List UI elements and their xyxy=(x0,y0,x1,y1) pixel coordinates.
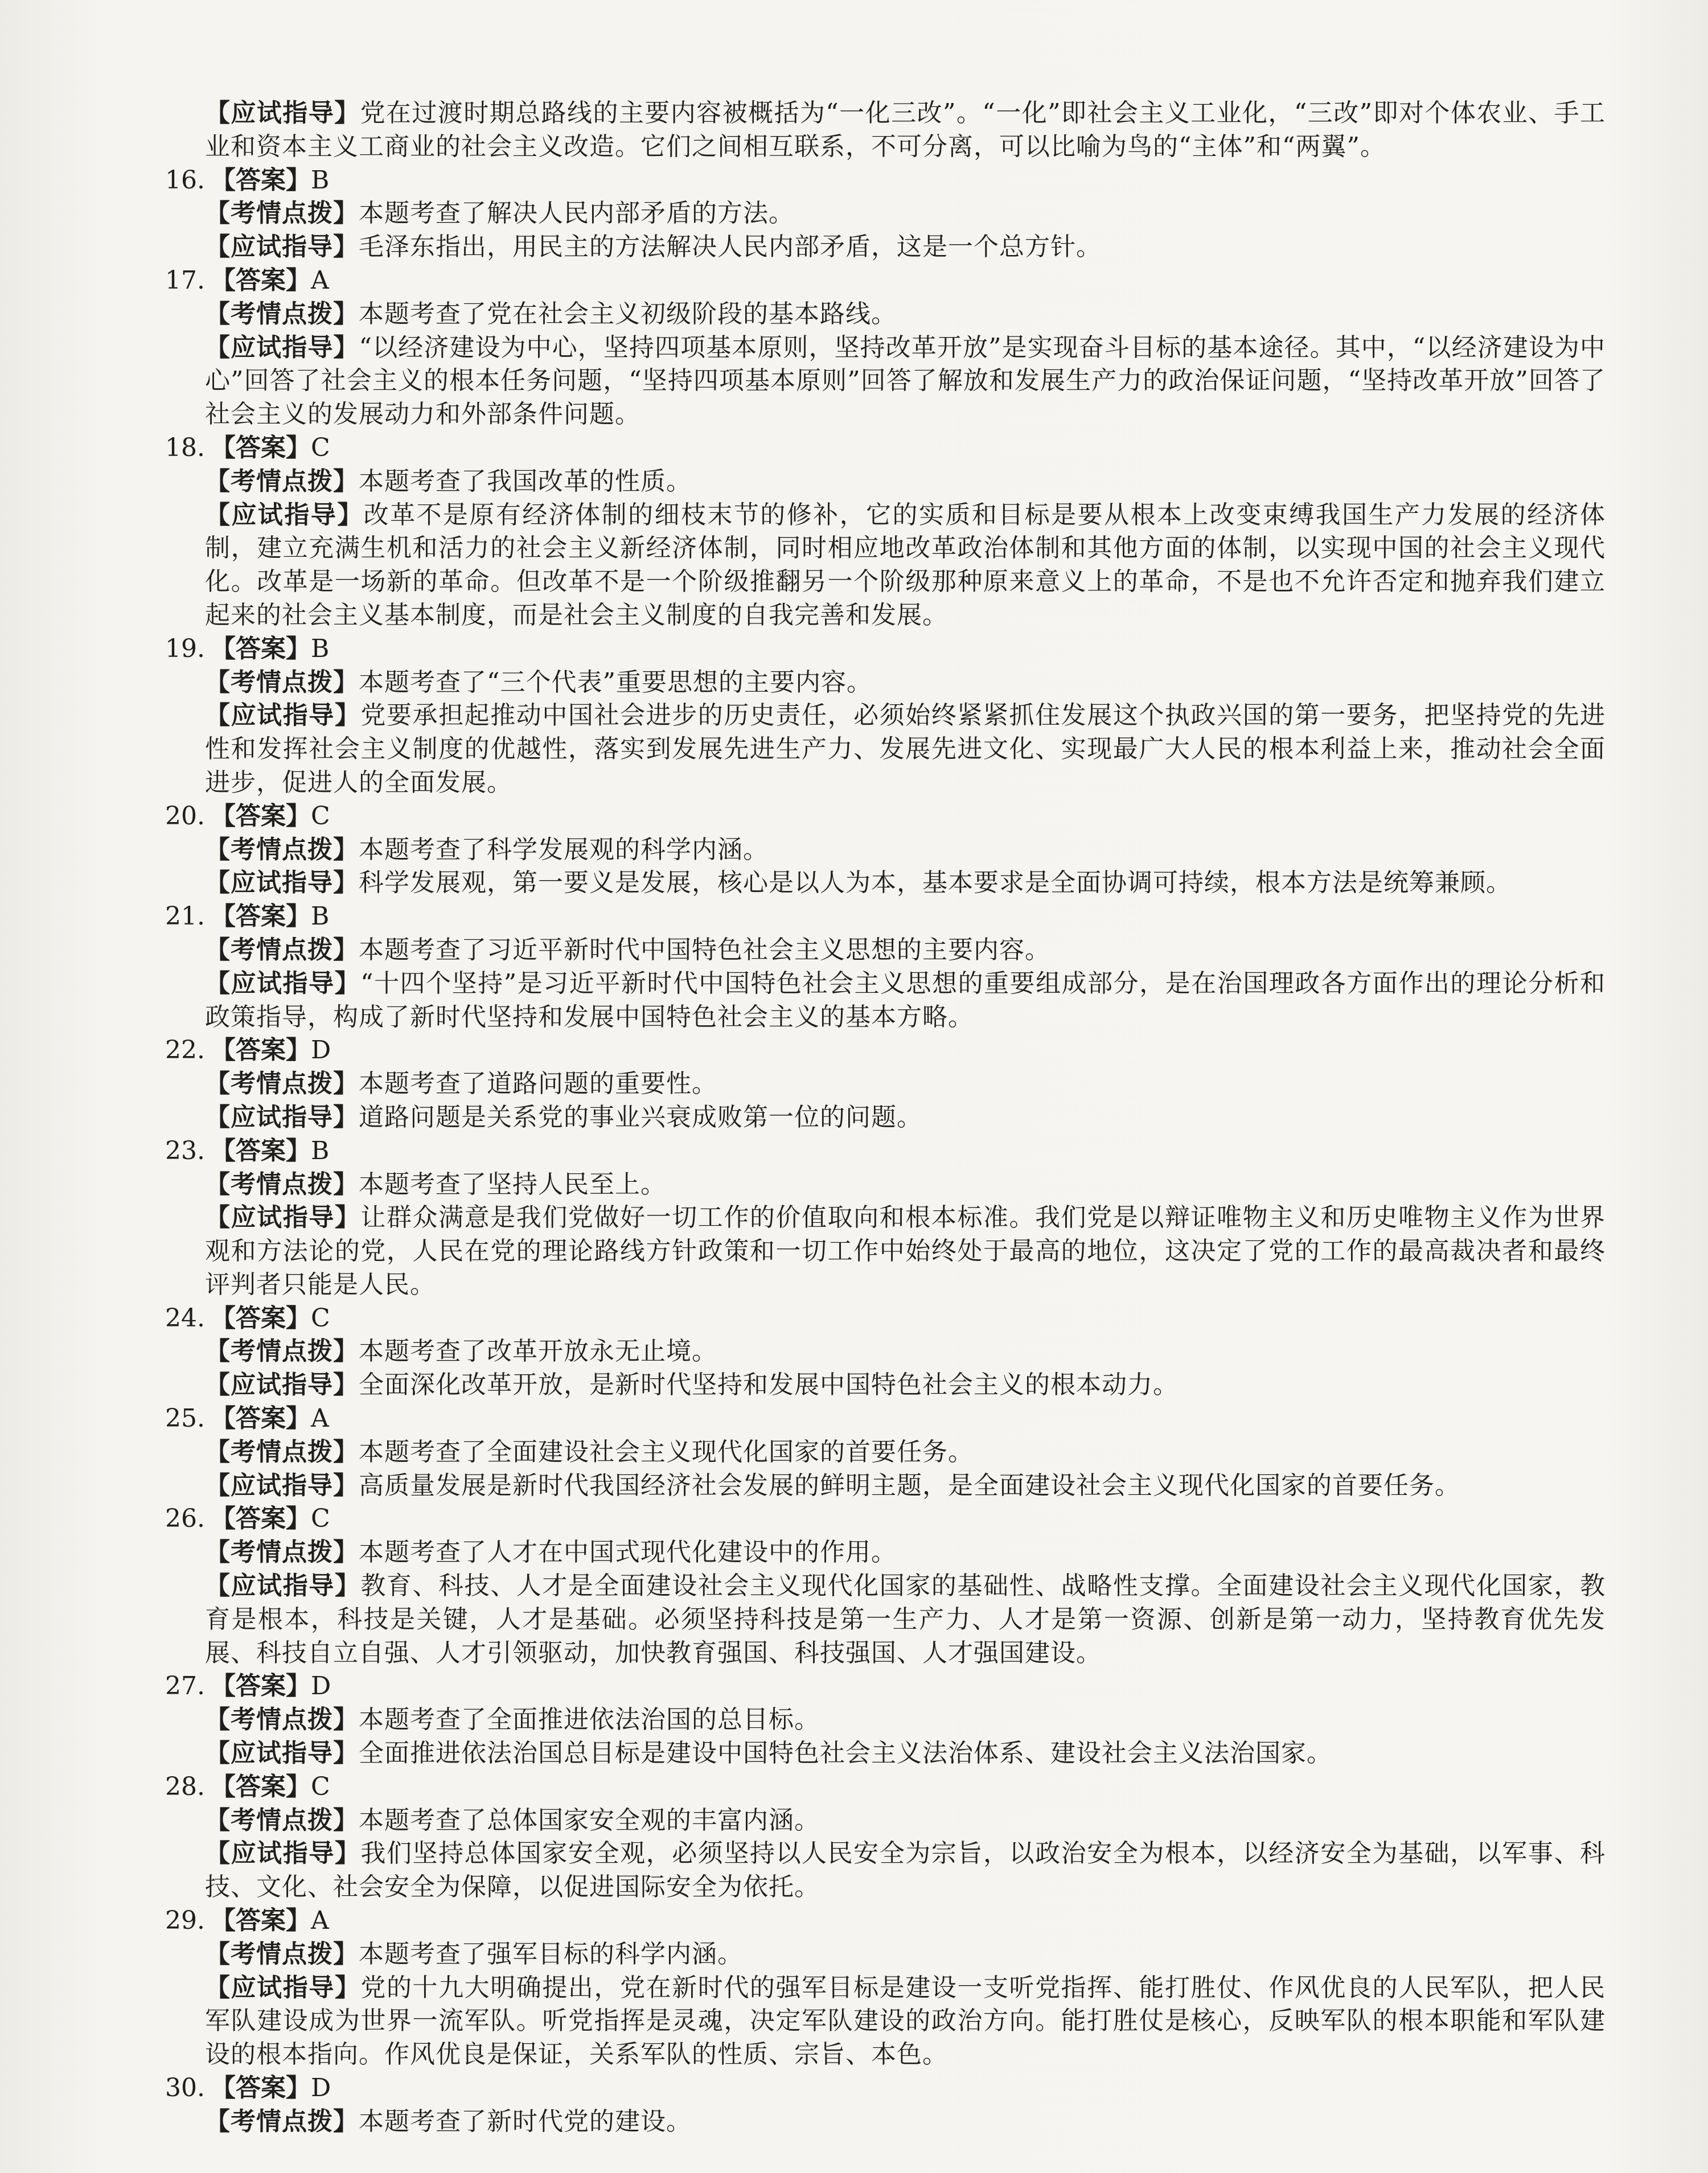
answer-item xyxy=(165,1302,1606,1402)
point-label: 【考情点拨】 xyxy=(205,1538,359,1567)
point-text: 本题考查了全面建设社会主义现代化国家的首要任务。 xyxy=(359,1437,974,1467)
answer-letter: C xyxy=(311,1772,330,1801)
intro-guide-paragraph xyxy=(165,97,1606,164)
point-label: 【考情点拨】 xyxy=(205,299,359,328)
answer-item xyxy=(165,1771,1606,1904)
answer-label: 【答案】 xyxy=(211,1906,311,1936)
answer-letter: B xyxy=(311,1136,330,1165)
guide-text: 让群众满意是我们党做好一切工作的价值取向和根本标准。我们党是以辩证唯物主义和历史唯物主义作为世界观和方法论的党，人民在党的理论路线方针政策和一切工作中始终处于最高的地位，这决定了党的工作的最高裁决者和最终评判者只能是人民。 xyxy=(205,1203,1606,1299)
answer-line xyxy=(165,900,1606,934)
guide-text: 党要承担起推动中国社会进步的历史责任，必须始终紧紧抓住发展这个执政兴国的第一要务，把坚持党的先进性和发挥社会主义制度的优越性，落实到发展先进生产力、发展先进文化、实现最广大人民的根本利益上来，推动社会全面进步，促进人的全面发展。 xyxy=(205,701,1606,797)
point-label: 【考情点拨】 xyxy=(205,1805,359,1835)
guide-label: 【应试指导】 xyxy=(205,868,359,898)
point-line xyxy=(205,833,1606,867)
answer-line xyxy=(165,800,1606,833)
answer-label: 【答案】 xyxy=(211,265,311,295)
point-label: 【考情点拨】 xyxy=(205,466,359,496)
point-text: 本题考查了强军目标的科学内涵。 xyxy=(359,1939,743,1969)
guide-label: 【应试指导】 xyxy=(205,1739,359,1768)
answer-line xyxy=(165,164,1606,198)
guide-label: 【应试指导】 xyxy=(205,701,361,730)
answer-label: 【答案】 xyxy=(211,2073,311,2103)
guide-line xyxy=(205,1201,1606,1301)
guide-label: 【应试指导】 xyxy=(205,98,360,128)
answer-line xyxy=(165,432,1606,465)
question-number: 18. xyxy=(165,433,205,462)
guide-line xyxy=(205,231,1606,264)
point-line xyxy=(205,197,1606,231)
point-line xyxy=(205,298,1606,331)
question-number: 25. xyxy=(165,1404,205,1433)
point-label: 【考情点拨】 xyxy=(205,1939,359,1969)
answer-item xyxy=(165,1502,1606,1670)
point-text: 本题考查了全面推进依法治国的总目标。 xyxy=(359,1705,820,1735)
guide-text: 高质量发展是新时代我国经济社会发展的鲜明主题，是全面建设社会主义现代化国家的首要任务。 xyxy=(359,1470,1460,1500)
point-text: 本题考查了“三个代表”重要思想的主要内容。 xyxy=(359,667,872,697)
answer-item xyxy=(165,1904,1606,2072)
answer-label: 【答案】 xyxy=(211,165,311,195)
point-label: 【考情点拨】 xyxy=(205,1437,359,1467)
point-line xyxy=(205,1938,1606,1971)
answer-letter: A xyxy=(311,1404,329,1433)
point-line xyxy=(205,465,1606,499)
answer-line xyxy=(165,1135,1606,1168)
point-text: 本题考查了道路问题的重要性。 xyxy=(359,1069,717,1099)
answer-label: 【答案】 xyxy=(211,902,311,931)
guide-line xyxy=(205,866,1606,900)
answer-letter: D xyxy=(311,1036,331,1065)
point-text: 本题考查了坚持人民至上。 xyxy=(359,1169,666,1199)
point-text: 本题考查了人才在中国式现代化建设中的作用。 xyxy=(359,1538,897,1567)
point-line xyxy=(205,666,1606,700)
answer-item xyxy=(165,800,1606,900)
point-text: 本题考查了我国改革的性质。 xyxy=(359,466,692,496)
answer-line xyxy=(165,1402,1606,1436)
answer-item xyxy=(165,264,1606,432)
answer-content xyxy=(165,97,1606,2139)
answer-letter: C xyxy=(311,1504,330,1534)
point-label: 【考情点拨】 xyxy=(205,1169,359,1199)
answer-item xyxy=(165,432,1606,632)
answer-item xyxy=(165,900,1606,1034)
answer-label: 【答案】 xyxy=(211,1303,311,1333)
answer-item xyxy=(165,1402,1606,1502)
guide-text: 科学发展观，第一要义是发展，核心是以人为本，基本要求是全面协调可持续，根本方法是统筹兼顾。 xyxy=(359,868,1512,898)
guide-line xyxy=(205,1570,1606,1670)
guide-label: 【应试指导】 xyxy=(205,1571,361,1601)
point-text: 本题考查了新时代党的建设。 xyxy=(359,2106,692,2136)
point-text: 本题考查了党在社会主义初级阶段的基本路线。 xyxy=(359,299,897,328)
question-number: 26. xyxy=(165,1504,205,1534)
guide-line xyxy=(205,699,1606,799)
guide-label: 【应试指导】 xyxy=(205,1203,361,1233)
question-number: 17. xyxy=(165,265,205,295)
point-label: 【考情点拨】 xyxy=(205,1069,359,1099)
answer-label: 【答案】 xyxy=(211,801,311,831)
point-label: 【考情点拨】 xyxy=(205,935,359,964)
answer-list xyxy=(165,164,1606,2139)
answer-label: 【答案】 xyxy=(211,1404,311,1433)
answer-label: 【答案】 xyxy=(211,634,311,663)
answer-line xyxy=(165,2072,1606,2105)
guide-line xyxy=(205,1737,1606,1771)
answer-item xyxy=(165,1034,1606,1134)
answer-label: 【答案】 xyxy=(211,1772,311,1801)
guide-text: 党在过渡时期总路线的主要内容被概括为“一化三改”。“一化”即社会主义工业化，“三改”即对个体农业、手工业和资本主义工商业的社会主义改造。它们之间相互联系，不可分离，可以比喻为鸟的“主体”和“两翼”。 xyxy=(205,98,1606,161)
guide-line xyxy=(205,1837,1606,1904)
guide-line xyxy=(205,499,1606,632)
guide-label: 【应试指导】 xyxy=(205,968,361,998)
answer-item xyxy=(165,632,1606,800)
guide-text: 毛泽东指出，用民主的方法解决人民内部矛盾，这是一个总方针。 xyxy=(359,232,1102,262)
point-text: 本题考查了科学发展观的科学内涵。 xyxy=(359,835,769,864)
question-number: 19. xyxy=(165,634,205,663)
point-line xyxy=(205,1436,1606,1469)
guide-line xyxy=(205,967,1606,1034)
guide-text: 我们坚持总体国家安全观，必须坚持以人民安全为宗旨，以政治安全为根本，以经济安全为基础，以军事、科技、文化、社会安全为保障，以促进国际安全为依托。 xyxy=(205,1839,1606,1902)
guide-line xyxy=(205,1101,1606,1135)
answer-label: 【答案】 xyxy=(211,1136,311,1165)
guide-label: 【应试指导】 xyxy=(205,500,364,529)
guide-text: 教育、科技、人才是全面建设社会主义现代化国家的基础性、战略性支撑。全面建设社会主义现代化国家，教育是根本，科技是关键，人才是基础。必须坚持科技是第一生产力、人才是第一资源、创新是第一动力，坚持教育优先发展、科技自立自强、人才引领驱动，加快教育强国、科技强国、人才强国建设。 xyxy=(205,1571,1606,1667)
guide-text: “以经济建设为中心，坚持四项基本原则，坚持改革开放”是实现奋斗目标的基本途径。其中，“以经济建设为中心”回答了社会主义的根本任务问题，“坚持四项基本原则”回答了解放和发展生产力的政治保证问题，“坚持改革开放”回答了社会主义的发展动力和外部条件问题。 xyxy=(205,332,1606,429)
question-number: 27. xyxy=(165,1671,205,1701)
answer-letter: C xyxy=(311,801,330,831)
point-line xyxy=(205,1536,1606,1570)
question-number: 24. xyxy=(165,1303,205,1333)
answer-item xyxy=(165,1135,1606,1302)
point-label: 【考情点拨】 xyxy=(205,667,359,697)
guide-line xyxy=(205,1469,1606,1503)
guide-text: 改革不是原有经济体制的细枝末节的修补，它的实质和目标是要从根本上改变束缚我国生产力发展的经济体制，建立充满生机和活力的社会主义新经济体制，同时相应地改革政治体制和其他方面的体制，以实现中国的社会主义现代化。改革是一场新的革命。但改革不是一个阶级推翻另一个阶级那种原来意义上的革命，不是也不允许否定和抛弃我们建立起来的社会主义基本制度，而是社会主义制度的自我完善和发展。 xyxy=(205,500,1606,630)
guide-text: 全面深化改革开放，是新时代坚持和发展中国特色社会主义的根本动力。 xyxy=(359,1370,1179,1400)
guide-label: 【应试指导】 xyxy=(205,232,359,262)
point-line xyxy=(205,1067,1606,1101)
point-line xyxy=(205,1703,1606,1737)
answer-line xyxy=(165,1670,1606,1703)
guide-text: 党的十九大明确提出，党在新时代的强军目标是建设一支听党指挥、能打胜仗、作风优良的人民军队，把人民军队建设成为世界一流军队。听党指挥是灵魂，决定军队建设的政治方向。能打胜仗是核心，反映军队的根本职能和军队建设的根本指向。作风优良是保证，关系军队的性质、宗旨、本色。 xyxy=(205,1973,1606,2069)
guide-text: 全面推进依法治国总目标是建设中国特色社会主义法治体系、建设社会主义法治国家。 xyxy=(359,1739,1332,1768)
answer-line xyxy=(165,1904,1606,1938)
answer-line xyxy=(165,1502,1606,1536)
guide-label: 【应试指导】 xyxy=(205,1370,359,1400)
answer-line xyxy=(165,1034,1606,1067)
answer-label: 【答案】 xyxy=(211,1504,311,1534)
guide-text: “十四个坚持”是习近平新时代中国特色社会主义思想的重要组成部分，是在治国理政各方面作出的理论分析和政策指导，构成了新时代坚持和发展中国特色社会主义的基本方略。 xyxy=(205,968,1606,1032)
answer-letter: A xyxy=(311,1906,329,1936)
answer-line xyxy=(165,264,1606,298)
point-text: 本题考查了总体国家安全观的丰富内涵。 xyxy=(359,1805,820,1835)
guide-line xyxy=(205,331,1606,432)
guide-label: 【应试指导】 xyxy=(205,1973,361,2002)
point-line xyxy=(205,934,1606,967)
answer-letter: B xyxy=(311,902,330,931)
answer-line xyxy=(165,1771,1606,1804)
guide-text: 道路问题是关系党的事业兴衰成败第一位的问题。 xyxy=(359,1102,922,1132)
point-label: 【考情点拨】 xyxy=(205,835,359,864)
answer-letter: B xyxy=(311,634,330,663)
point-line xyxy=(205,2105,1606,2139)
guide-line xyxy=(205,1369,1606,1402)
guide-label: 【应试指导】 xyxy=(205,1102,359,1132)
question-number: 21. xyxy=(165,902,205,931)
answer-letter: C xyxy=(311,1303,330,1333)
point-label: 【考情点拨】 xyxy=(205,1337,359,1366)
point-label: 【考情点拨】 xyxy=(205,199,359,228)
point-text: 本题考查了习近平新时代中国特色社会主义思想的主要内容。 xyxy=(359,935,1050,964)
answer-label: 【答案】 xyxy=(211,1671,311,1701)
answer-item xyxy=(165,1670,1606,1770)
answer-letter: B xyxy=(311,165,330,195)
answer-item xyxy=(165,2072,1606,2139)
guide-label: 【应试指导】 xyxy=(205,1470,359,1500)
point-line xyxy=(205,1804,1606,1838)
question-number: 29. xyxy=(165,1906,205,1936)
guide-line xyxy=(205,1971,1606,2072)
answer-label: 【答案】 xyxy=(211,433,311,462)
question-number: 23. xyxy=(165,1136,205,1165)
answer-letter: C xyxy=(311,433,330,462)
guide-label: 【应试指导】 xyxy=(205,332,359,362)
guide-label: 【应试指导】 xyxy=(205,1839,361,1868)
answer-letter: A xyxy=(311,265,329,295)
question-number: 20. xyxy=(165,801,205,831)
point-line xyxy=(205,1335,1606,1369)
point-text: 本题考查了改革开放永无止境。 xyxy=(359,1337,717,1366)
point-text: 本题考查了解决人民内部矛盾的方法。 xyxy=(359,199,794,228)
question-number: 22. xyxy=(165,1036,205,1065)
question-number: 16. xyxy=(165,165,205,195)
point-label: 【考情点拨】 xyxy=(205,2106,359,2136)
question-number: 28. xyxy=(165,1772,205,1801)
question-number: 30. xyxy=(165,2073,205,2103)
answer-item xyxy=(165,164,1606,264)
answer-label: 【答案】 xyxy=(211,1036,311,1065)
point-line xyxy=(205,1168,1606,1202)
answer-letter: D xyxy=(311,1671,331,1701)
answer-line xyxy=(165,632,1606,666)
answer-line xyxy=(165,1302,1606,1336)
answer-letter: D xyxy=(311,2073,331,2103)
point-label: 【考情点拨】 xyxy=(205,1705,359,1735)
